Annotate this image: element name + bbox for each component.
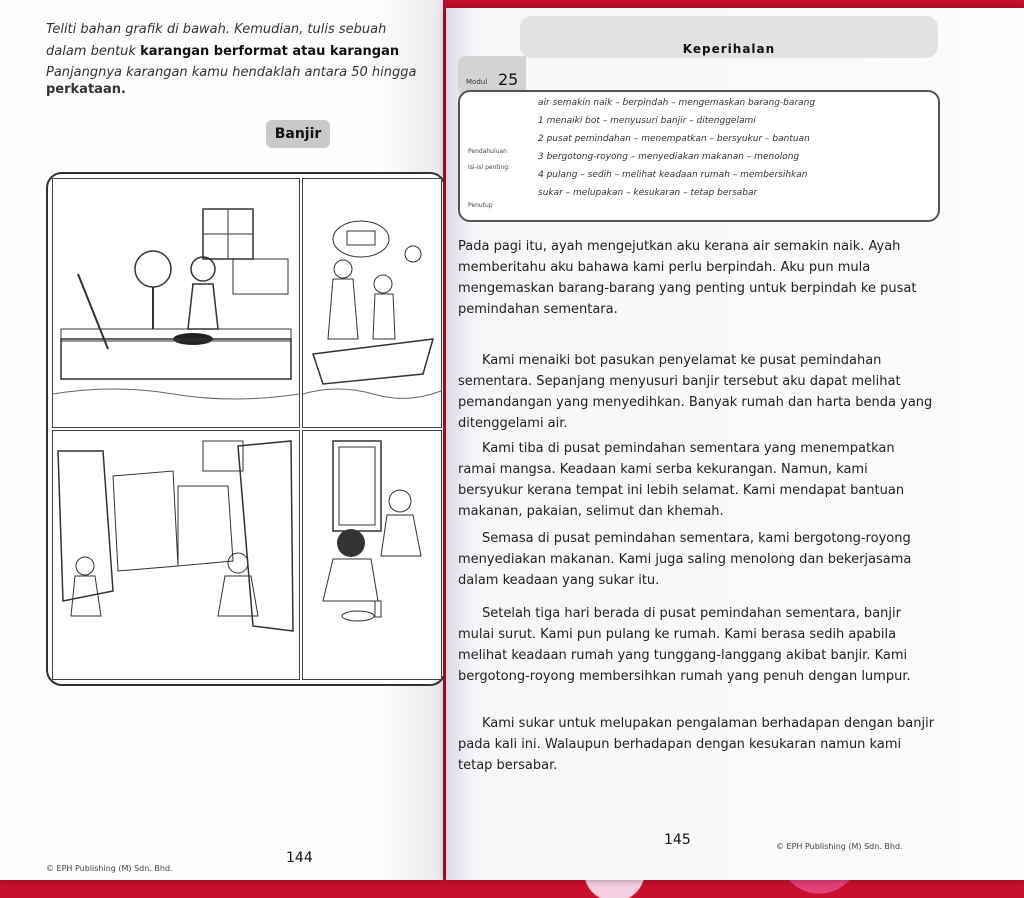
outline-isi-4: 4 pulang – sedih – melihat keadaan rumah – membersihkan [538,170,808,180]
outline-box [458,90,940,222]
right-page [446,8,1024,880]
outline-penutup: sukar – melupakan – kesukaran – tetap bersabar [538,188,758,198]
outline-isi-1: 1 menaiki bot – menyusuri banjir – ditenggelami [538,116,756,126]
comic-panel-4 [302,430,442,680]
comic-strip [46,172,443,686]
module-label: Modul [466,78,488,86]
instruction-line-4: perkataan. [46,82,126,97]
outline-isi-3: 3 bergotong-royong – menyediakan makanan – menolong [538,152,800,162]
instruction-line-3: Panjangnya karangan kamu hendaklah antara 50 hingga [46,65,417,80]
left-footer: © EPH Publishing (M) Sdn. Bhd. [46,864,173,873]
paragraph-5-text: Setelah tiga hari berada di pusat pemindahan sementara, banjir mulai surut. Kami pun pulang ke rumah. Kami berasa sedih apabila melihat keadaan rumah yang tunggang-langgang akibat banjir. Kami bergotong-royong membersihkan rumah yang penuh dengan lumpur. [458,606,911,684]
outline-penutup-label: Penutup [468,202,493,209]
panel-1-drawing [53,179,299,427]
outline-isi-label: Isi-isi penting: [468,164,511,171]
outline-pendahuluan-label: Pendahuluan [468,148,507,155]
right-page-number: 145 [664,832,691,848]
paragraph-6-text: Kami sukar untuk melupakan pengalaman berhadapan dengan banjir pada kali ini. Walaupun berhadapan dengan kesukaran namun kami tetap bersabar. [458,716,935,773]
comic-panel-2 [302,178,442,428]
paragraph-4 [458,528,936,591]
comic-panel-3 [52,430,300,680]
paragraph-3 [458,438,936,522]
paragraph-1 [458,236,936,320]
left-page-number: 144 [286,850,313,866]
module-number: 25 [498,70,519,89]
comic-panel-1 [52,178,300,428]
outline-isi-2: 2 pusat pemindahan – menempatkan – bersyukur – bantuan [538,134,810,144]
paragraph-6 [458,713,936,776]
left-page [0,0,443,880]
paragraph-5 [458,603,936,687]
instruction-line-1: Teliti bahan grafik di bawah. Kemudian, tulis sebuah [46,22,387,37]
outline-pendahuluan: air semakin naik – berpindah – mengemaskan barang-barang [538,98,816,108]
right-footer: © EPH Publishing (M) Sdn. Bhd. [776,842,903,851]
instruction-line-2 [46,44,399,59]
header-title: Keperihalan [682,42,776,56]
instruction-line-2-bold: karangan berformat atau karangan [140,44,400,59]
panel-3-drawing [53,431,299,679]
paragraph-3-text: Kami tiba di pusat pemindahan sementara yang menempatkan ramai mangsa. Keadaan kami serba kekurangan. Namun, kami bersyukur kerana tempat ini lebih selamat. Kami mendapat bantuan makanan, pakaian, selimut dan khemah. [458,441,905,519]
instruction-line-2-text: dalam bentuk [46,44,136,59]
panel-2-drawing [303,179,441,427]
paragraph-1-text: Pada pagi itu, ayah mengejutkan aku kerana air semakin naik. Ayah memberitahu aku bahawa kami perlu berpindah. Aku pun mula mengemaskan barang-barang yang penting untuk berpindah ke pusat pemindahan sementara. [458,239,917,317]
paragraph-4-text: Semasa di pusat pemindahan sementara, kami bergotong-royong menyediakan makanan. Kami juga saling menolong dan bekerjasama dalam keadaan yang sukar itu. [458,531,912,588]
picture-title: Banjir [266,120,330,148]
paragraph-2-text: Kami menaiki bot pasukan penyelamat ke pusat pemindahan sementara. Sepanjang menyusuri banjir tersebut aku dapat melihat pemandangan yang menyedihkan. Banyak rumah dan harta benda yang ditenggelami air. [458,353,933,431]
paragraph-2 [458,350,936,434]
panel-4-drawing [303,431,441,679]
